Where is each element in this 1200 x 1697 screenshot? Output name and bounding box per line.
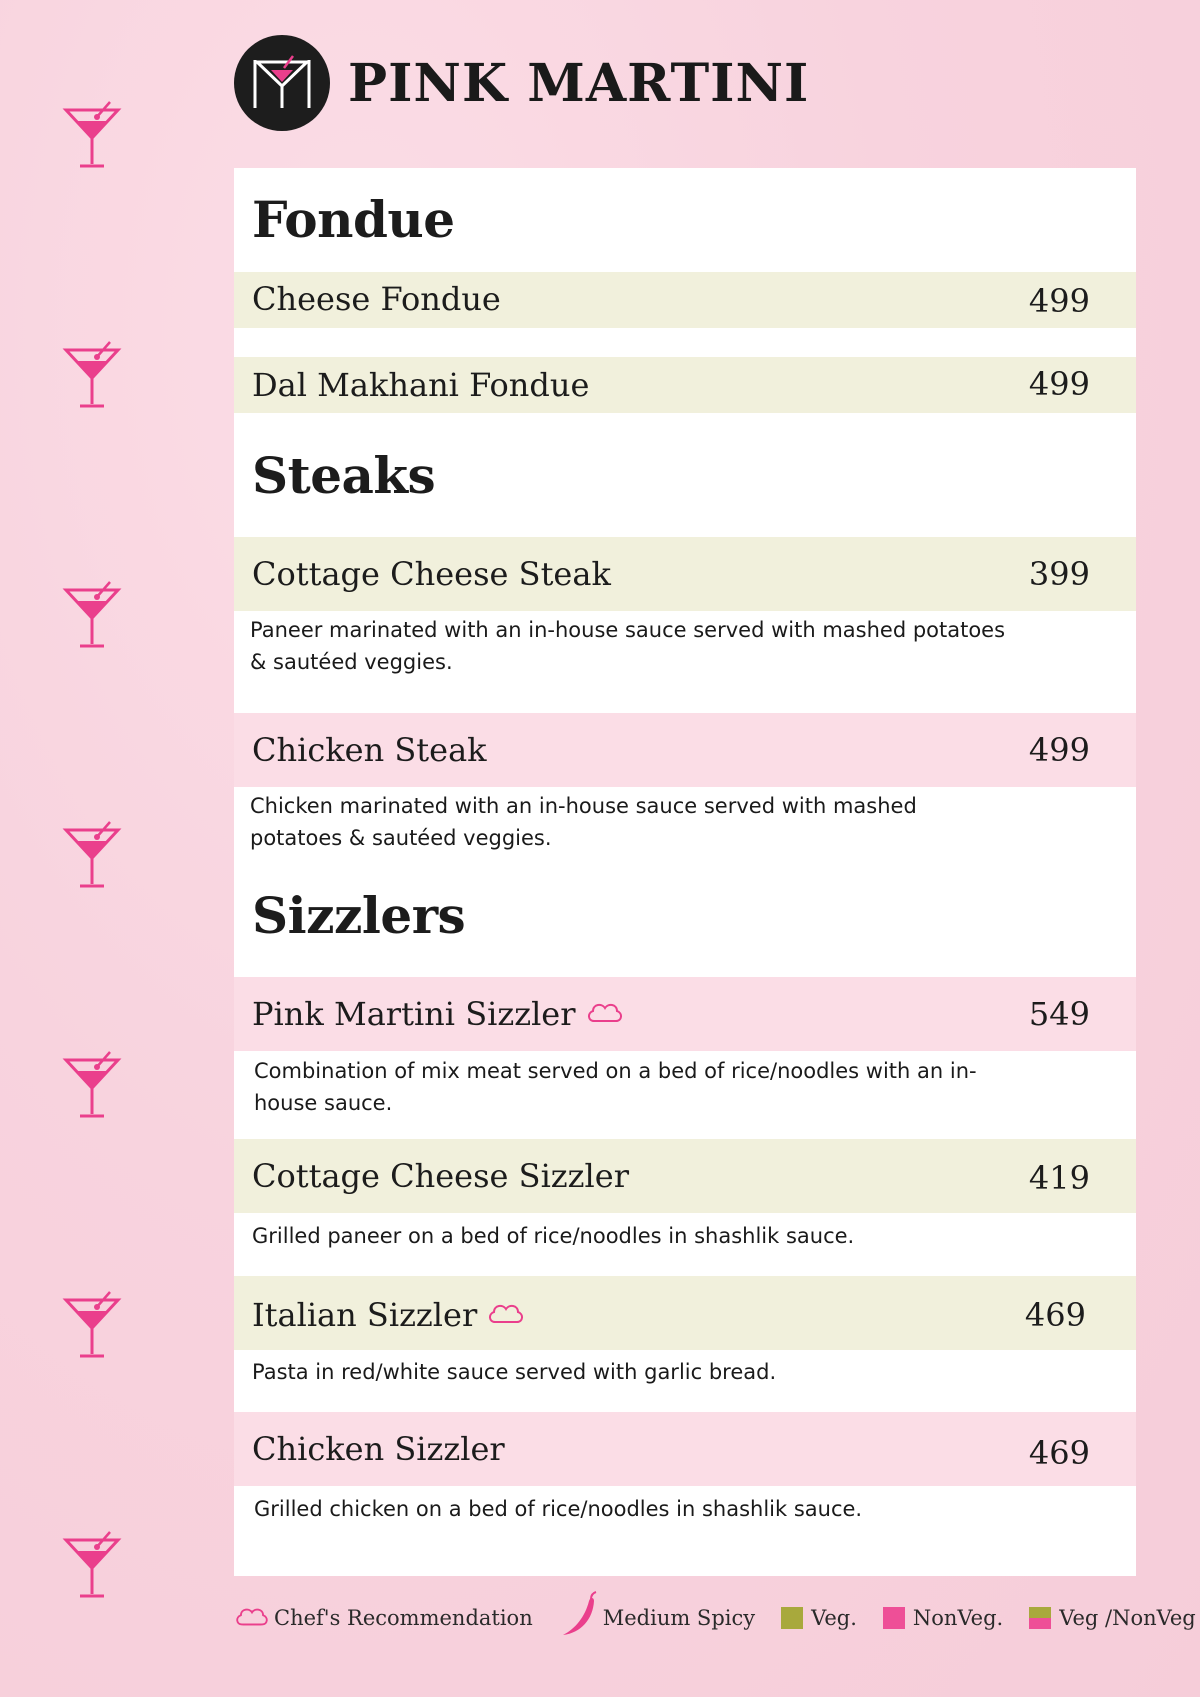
menu-item-chicken-sizzler [234,1412,1136,1486]
item-price: 499 [1028,365,1090,403]
item-description: Chicken marinated with an in-house sauce served with mashed potatoes & sautéed veggies. [250,794,917,850]
item-description: Pasta in red/white sauce served with garlic bread. [252,1360,777,1384]
legend-chef [234,1606,533,1630]
menu-item-italian-sizzler [234,1276,1136,1350]
chili-pepper-icon [559,1591,599,1639]
logo-martini-icon [251,52,313,114]
item-name: Chicken Steak [252,731,487,769]
vegnonveg-swatch [1029,1607,1051,1629]
menu-item-cottage-cheese-sizzler [234,1139,1136,1213]
legend-veg-label: Veg. [811,1606,857,1630]
menu-item-pink-martini-sizzler [234,977,1136,1051]
item-name: Italian Sizzler [252,1296,478,1334]
legend-nonveg [883,1606,1003,1630]
legend-spicy-label: Medium Spicy [602,1606,756,1630]
legend-nonveg-label: NonVeg. [912,1606,1004,1630]
menu-item-cottage-cheese-steak [234,537,1136,611]
brand-name: PINK MARTINI [348,52,810,114]
item-description: Grilled paneer on a bed of rice/noodles in shashlik sauce. [252,1224,855,1248]
legend [234,1598,1196,1638]
martini-glass-icon [62,100,122,170]
legend-vegnonveg [1029,1606,1196,1630]
section-title-fondue: Fondue [252,190,455,249]
menu-item-dal-makhani-fondue [234,357,1136,413]
menu-item-cheese-fondue [234,272,1136,328]
martini-glass-icon [62,1050,122,1120]
martini-glass-icon [62,580,122,650]
legend-chef-label: Chef's Recommendation [274,1606,533,1630]
item-name: Cottage Cheese Sizzler [252,1157,629,1195]
legend-veg [781,1606,857,1630]
martini-glass-icon [62,820,122,890]
item-name: Pink Martini Sizzler [252,995,576,1033]
item-description: Combination of mix meat served on a bed of rice/noodles with an in-house sauce. [254,1059,977,1115]
legend-vegnonveg-label: Veg /NonVeg [1059,1606,1196,1630]
item-price: 399 [1028,555,1090,593]
legend-spicy [559,1597,755,1639]
brand-logo [234,35,330,131]
chef-hat-icon [487,1302,525,1328]
nonveg-swatch [883,1607,905,1629]
item-price: 499 [1028,731,1090,769]
chef-hat-icon [586,1001,624,1027]
item-description: Grilled chicken on a bed of rice/noodles in shashlik sauce. [254,1497,863,1521]
menu-header [234,33,809,133]
item-price: 419 [1028,1159,1090,1197]
martini-glass-icon [62,1290,122,1360]
chef-hat-icon [234,1606,270,1630]
menu-card [234,168,1136,1576]
section-title-sizzlers: Sizzlers [252,886,466,945]
item-price: 469 [1024,1296,1086,1334]
item-name: Cottage Cheese Steak [252,555,611,593]
menu-item-chicken-steak [234,713,1136,787]
item-name: Chicken Sizzler [252,1430,505,1468]
martini-glass-icon [62,1530,122,1600]
item-name: Cheese Fondue [252,280,501,318]
veg-swatch [781,1607,803,1629]
item-description: Paneer marinated with an in-house sauce served with mashed potatoes & sautéed veggies. [250,618,1006,674]
martini-glass-icon [62,340,122,410]
section-title-steaks: Steaks [252,446,436,505]
item-price: 499 [1028,282,1090,320]
item-name-wrap [252,995,624,1033]
item-price: 469 [1028,1434,1090,1472]
item-name-wrap [252,1296,525,1334]
item-price: 549 [1028,995,1090,1033]
item-name: Dal Makhani Fondue [252,366,590,404]
